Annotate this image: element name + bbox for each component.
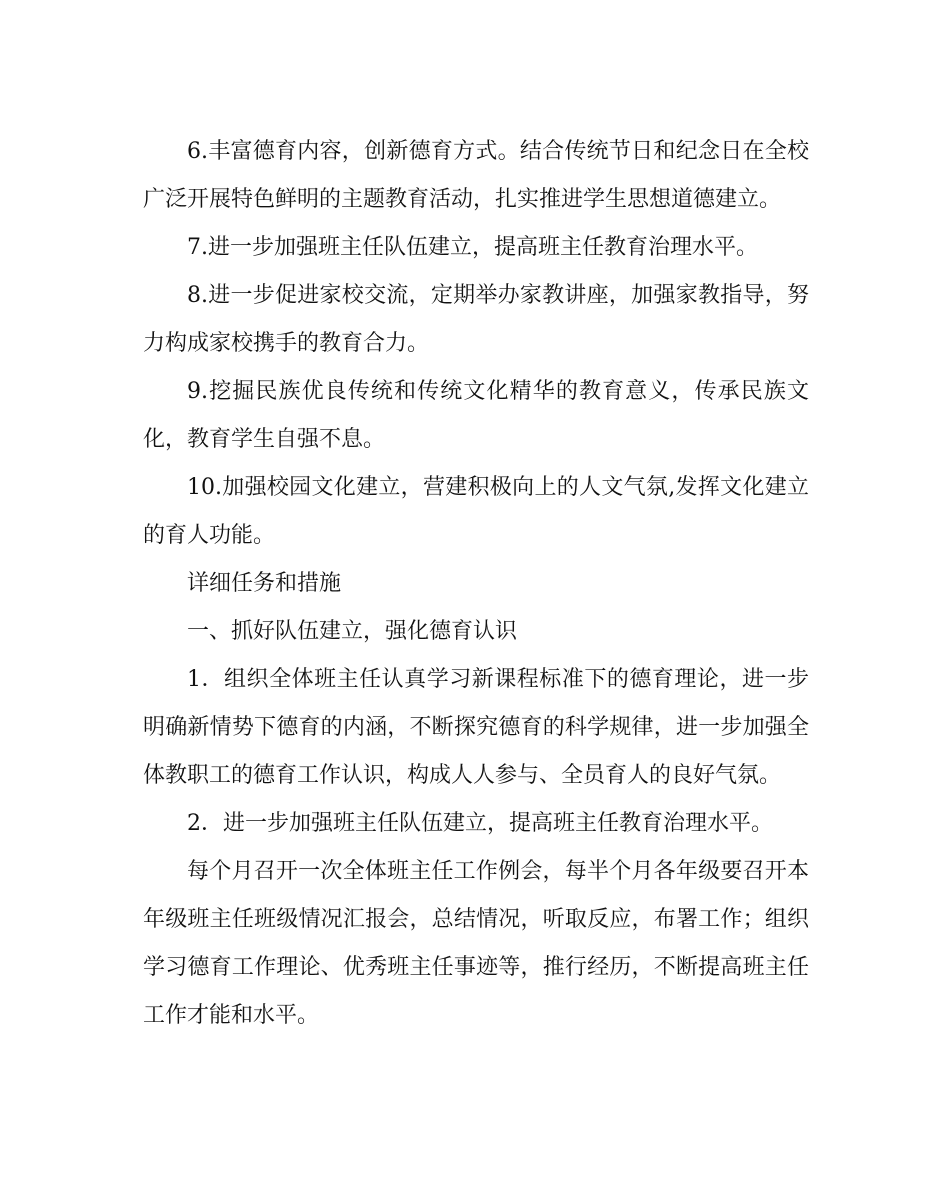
paragraph-meetings: 每个月召开一次全体班主任工作例会，每半个月各年级要召开本年级班主任班级情况汇报会，总结情况，听取反应，布署工作；组织学习德育工作理论、优秀班主任事迹等，推行经历，不断提高班主任工作才能和水平。 — [143, 859, 809, 1028]
section-heading-tasks: 详细任务和措施 — [187, 571, 342, 596]
paragraph-item-9: 9.挖掘民族优良传统和传统文化精华的教育意义，传承民族文化，教育学生自强不息。 — [143, 379, 809, 452]
paragraph-item-7: 7.进一步加强班主任队伍建立，提高班主任教育治理水平。 — [187, 235, 758, 260]
subsection-heading-team: 一、抓好队伍建立，强化德育认识 — [187, 619, 518, 644]
paragraph-item-8: 8.进一步促进家校交流，定期举办家教讲座，加强家教指导，努力构成家校携手的教育合力。 — [143, 283, 809, 356]
paragraph-measure-1: 1．组织全体班主任认真学习新课程标准下的德育理论，进一步明确新情势下德育的内涵，不断探究德育的科学规律，进一步加强全体教职工的德育工作认识，构成人人参与、全员育人的良好气氛。 — [143, 667, 809, 788]
paragraph-item-6: 6.丰富德育内容，创新德育方式。结合传统节日和纪念日在全校广泛开展特色鲜明的主题教育活动，扎实推进学生思想道德建立。 — [143, 139, 809, 212]
document-body — [143, 128, 809, 1040]
paragraph-measure-2: 2．进一步加强班主任队伍建立，提高班主任教育治理水平。 — [187, 811, 773, 836]
paragraph-item-10: 10.加强校园文化建立，营建积极向上的人文气氛,发挥文化建立的育人功能。 — [143, 475, 809, 548]
